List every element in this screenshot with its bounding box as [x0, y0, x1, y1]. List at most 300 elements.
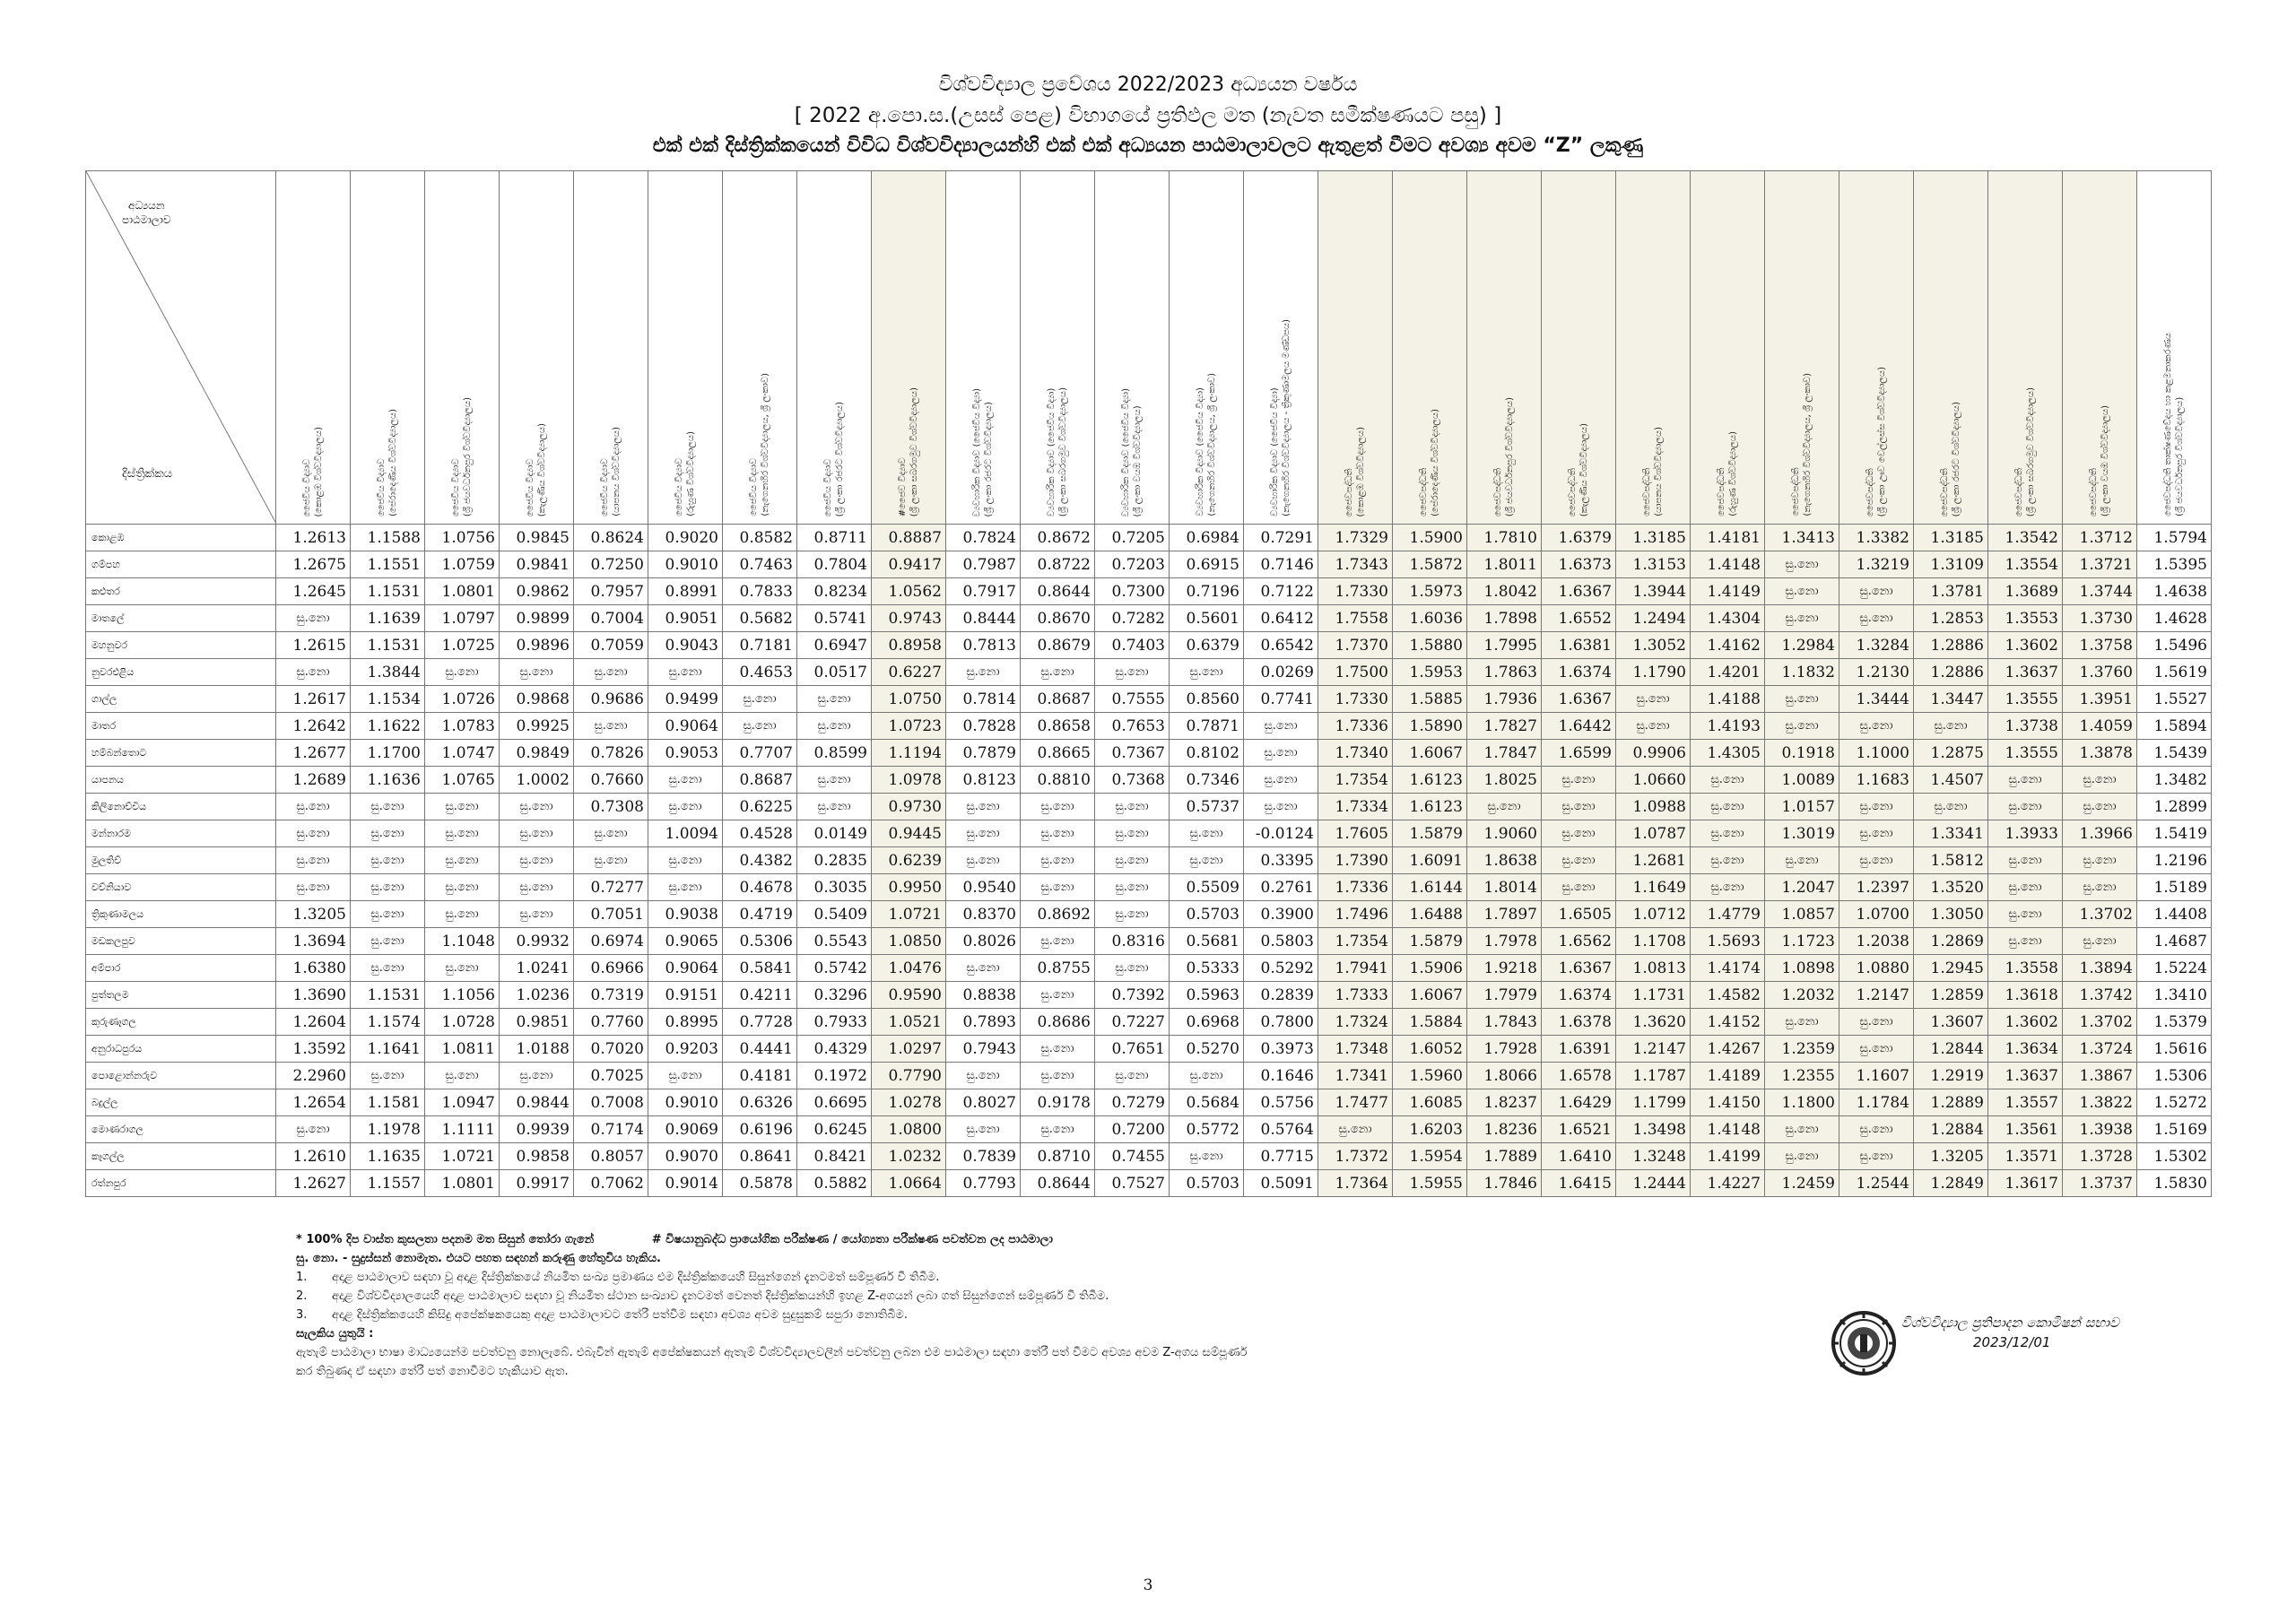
z-score-cell: සු.නො	[425, 659, 500, 686]
z-score-cell: සු.නො	[2063, 928, 2137, 955]
z-score-cell: සු.නො	[1765, 1116, 1839, 1143]
z-score-cell: සු.නො	[2063, 874, 2137, 901]
z-score-cell: 0.5682	[723, 605, 797, 632]
column-header-label: ව්‍යවහාරික විද්‍යාව (ජෛවීය විද්‍යා) (නැගෙනහිර විශ්වවිද්‍යාලය - ත්‍රිකුණාමලය මණ්ඩපය)	[1270, 319, 1292, 516]
z-score-cell: 1.0700	[1839, 901, 1914, 928]
district-name: කිලිනොච්චිය	[86, 794, 276, 820]
district-name: අනුරාධපුරය	[86, 1036, 276, 1063]
z-score-cell: 1.2919	[1914, 1063, 1988, 1089]
z-score-cell: 1.2147	[1839, 982, 1914, 1009]
title-line-2: [ 2022 අ.පො.ස.(උසස් පෙළ) විභාගයේ ප්‍රතිඵල මත (නැවත සමීක්ෂණයට පසු) ]	[794, 104, 1502, 127]
z-score-cell: 0.7660	[574, 767, 648, 794]
table-row	[86, 1116, 2212, 1143]
z-score-cell: 1.3966	[2063, 820, 2137, 847]
z-score-cell: 0.8582	[723, 525, 797, 551]
z-score-cell: 0.5509	[1170, 874, 1244, 901]
z-score-cell: සු.නො	[946, 1063, 1021, 1089]
z-score-cell: 1.1574	[351, 1009, 425, 1036]
z-score-cell: සු.නො	[351, 794, 425, 820]
z-score-cell: 1.3702	[2063, 901, 2137, 928]
z-score-cell: 1.0759	[425, 551, 500, 578]
z-score-cell: 0.9540	[946, 874, 1021, 901]
z-score-cell: 0.8123	[946, 767, 1021, 794]
z-score-cell: සු.නො	[648, 874, 723, 901]
z-score-cell: 0.7651	[1095, 1036, 1170, 1063]
column-header-label: ව්‍යවහාරික විද්‍යාව (ජෛවීය විද්‍යා) (නැගෙනහිර විශ්වවිද්‍යාලය, ශ්‍රී ලංකාව)	[1196, 373, 1217, 516]
z-score-cell: සු.නො	[1170, 659, 1244, 686]
column-header	[500, 171, 574, 525]
z-score-cell: 0.7250	[574, 551, 648, 578]
z-score-cell: 1.3205	[276, 901, 351, 928]
z-score-cell: සු.නො	[1691, 874, 1765, 901]
z-score-cell: 1.3933	[1988, 820, 2063, 847]
district-name: මහනුවර	[86, 632, 276, 659]
z-score-cell: 0.7346	[1170, 767, 1244, 794]
z-score-cell: 1.0232	[872, 1143, 946, 1170]
z-score-cell: සු.නො	[1021, 928, 1095, 955]
column-header	[1914, 171, 1988, 525]
z-score-cell: 0.9925	[500, 713, 574, 740]
z-score-cell: 1.0726	[425, 686, 500, 713]
z-score-cell: 1.3728	[2063, 1143, 2137, 1170]
z-score-cell: 1.2645	[276, 578, 351, 605]
z-score-cell: සු.නො	[1691, 794, 1765, 820]
z-score-cell: 1.4687	[2137, 928, 2212, 955]
z-score-cell: සු.නො	[797, 767, 872, 794]
z-score-cell: 1.3602	[1988, 1009, 2063, 1036]
z-score-cell: 0.8444	[946, 605, 1021, 632]
z-score-cell: 1.2544	[1839, 1170, 1914, 1197]
z-score-cell: සු.නො	[425, 955, 500, 982]
z-score-cell: 0.5772	[1170, 1116, 1244, 1143]
z-score-cell: සු.නො	[2063, 767, 2137, 794]
z-score-cell: 1.6367	[1542, 955, 1616, 982]
z-score-cell: සු.නො	[1244, 767, 1318, 794]
z-score-cell: 1.0094	[648, 820, 723, 847]
z-score-cell: සු.නො	[1914, 713, 1988, 740]
z-score-cell: 0.4719	[723, 901, 797, 928]
z-score-cell: 1.0721	[872, 901, 946, 928]
z-score-cell: 0.8026	[946, 928, 1021, 955]
z-score-cell: 0.8687	[723, 767, 797, 794]
z-score-cell: 1.3944	[1616, 578, 1691, 605]
z-score-cell: 0.5333	[1170, 955, 1244, 982]
z-score-cell: 0.7707	[723, 740, 797, 767]
z-score-cell: 0.0149	[797, 820, 872, 847]
z-score-cell: 0.6966	[574, 955, 648, 982]
z-score-cell: 0.7200	[1095, 1116, 1170, 1143]
z-score-cell: 1.4152	[1691, 1009, 1765, 1036]
page-number: 3	[1143, 1576, 1153, 1594]
z-score-cell: 0.9917	[500, 1170, 574, 1197]
column-header	[872, 171, 946, 525]
z-score-cell: සු.නො	[1839, 1009, 1914, 1036]
z-score-cell: 1.6415	[1542, 1170, 1616, 1197]
table-row	[86, 901, 2212, 928]
z-score-cell: 1.2886	[1914, 659, 1988, 686]
z-score-cell: 1.6381	[1542, 632, 1616, 659]
z-score-cell: 1.3498	[1616, 1116, 1691, 1143]
z-score-cell: 1.7889	[1467, 1143, 1542, 1170]
table-row	[86, 874, 2212, 901]
z-score-cell: 0.8421	[797, 1143, 872, 1170]
column-header	[1095, 171, 1170, 525]
z-score-cell: 0.9858	[500, 1143, 574, 1170]
z-score-cell: 0.7368	[1095, 767, 1170, 794]
z-score-cell: 1.3844	[351, 659, 425, 686]
z-score-cell: 1.2675	[276, 551, 351, 578]
z-score-cell: 1.0787	[1616, 820, 1691, 847]
z-score-cell: 0.8057	[574, 1143, 648, 1170]
column-header	[1318, 171, 1393, 525]
z-score-cell: 0.7300	[1095, 578, 1170, 605]
column-header-label: ජෛවපද්ධති (ශ්‍රී ලංකා වයඹ විශ්වවිද්‍යාලය)	[2089, 404, 2110, 516]
z-score-cell: 1.0236	[500, 982, 574, 1009]
z-score-cell: 1.3520	[1914, 874, 1988, 901]
z-score-cell: 0.7062	[574, 1170, 648, 1197]
table-row	[86, 740, 2212, 767]
z-score-cell: 1.7370	[1318, 632, 1393, 659]
z-score-cell: 1.1607	[1839, 1063, 1914, 1089]
z-score-cell: 0.9499	[648, 686, 723, 713]
z-score-cell: 1.5794	[2137, 525, 2212, 551]
z-score-cell: 0.6974	[574, 928, 648, 955]
z-score-cell: 1.3219	[1839, 551, 1914, 578]
z-score-cell: 1.1683	[1839, 767, 1914, 794]
z-score-cell: 0.8958	[872, 632, 946, 659]
z-score-cell: සු.නො	[946, 1116, 1021, 1143]
z-score-cell: 0.7793	[946, 1170, 1021, 1197]
z-score-cell: සු.නො	[2063, 794, 2137, 820]
z-score-cell: 0.7943	[946, 1036, 1021, 1063]
z-score-cell: 1.0521	[872, 1009, 946, 1036]
z-score-cell: 0.6379	[1170, 632, 1244, 659]
z-score-cell: සු.නො	[797, 713, 872, 740]
table-header-row	[86, 171, 2212, 525]
district-name: ත්‍රිකුණාමලය	[86, 901, 276, 928]
z-score-cell: 1.6123	[1393, 767, 1467, 794]
z-score-cell: 1.2047	[1765, 874, 1839, 901]
column-header	[1616, 171, 1691, 525]
z-score-cell: 1.7364	[1318, 1170, 1393, 1197]
z-score-cell: 2.2960	[276, 1063, 351, 1089]
z-score-cell: 1.1531	[351, 982, 425, 1009]
z-score-cell: සු.නො	[425, 901, 500, 928]
z-score-cell: 1.3781	[1914, 578, 1988, 605]
z-score-cell: 0.3900	[1244, 901, 1318, 928]
z-score-cell: 0.4329	[797, 1036, 872, 1063]
z-score-cell: 0.5764	[1244, 1116, 1318, 1143]
z-score-cell: 1.3413	[1765, 525, 1839, 551]
z-score-cell: 1.3951	[2063, 686, 2137, 713]
z-score-cell: 0.9906	[1616, 740, 1691, 767]
z-score-cell: සු.නො	[1244, 740, 1318, 767]
z-score-cell: සු.නො	[1095, 901, 1170, 928]
z-score-cell: 1.3694	[276, 928, 351, 955]
z-score-cell: 0.8658	[1021, 713, 1095, 740]
z-score-cell: 1.4638	[2137, 578, 2212, 605]
z-score-cell: සු.නො	[1095, 1063, 1170, 1089]
z-score-cell: 0.6984	[1170, 525, 1244, 551]
z-score-cell: සු.නො	[1988, 794, 2063, 820]
z-score-cell: 1.2494	[1616, 605, 1691, 632]
z-score-cell: 1.6374	[1542, 659, 1616, 686]
z-score-cell: 0.3035	[797, 874, 872, 901]
z-score-cell: 1.5879	[1393, 820, 1467, 847]
z-score-cell: 0.7814	[946, 686, 1021, 713]
z-score-cell: 1.0783	[425, 713, 500, 740]
z-score-cell: සු.නො	[1095, 955, 1170, 982]
z-score-cell: 1.7354	[1318, 928, 1393, 955]
z-score-cell: සු.නො	[648, 659, 723, 686]
z-score-cell: 0.7555	[1095, 686, 1170, 713]
z-score-cell: 0.8102	[1170, 740, 1244, 767]
z-score-cell: 0.5882	[797, 1170, 872, 1197]
z-score-cell: 1.3689	[1988, 578, 2063, 605]
table-row	[86, 1036, 2212, 1063]
z-score-cell: 1.5900	[1393, 525, 1467, 551]
column-header-label: ජෛවපද්ධති තාක්ෂණවේදය හා කළමනාකරණය (ශ්‍රී ජයවර්ධනපුර විශ්වවිද්‍යාලය)	[2163, 333, 2185, 516]
z-score-cell: 1.2147	[1616, 1036, 1691, 1063]
z-score-cell: සු.නො	[1095, 874, 1170, 901]
z-score-cell: සු.නො	[1021, 820, 1095, 847]
z-score-cell: 1.0813	[1616, 955, 1691, 982]
z-score-cell: 1.3702	[2063, 1009, 2137, 1036]
z-score-cell: 1.2359	[1765, 1036, 1839, 1063]
z-score-cell: 1.0756	[425, 525, 500, 551]
course-axis-label: අධ්‍යයන පාඨමාලාව	[122, 199, 171, 226]
z-score-cell: 1.2859	[1914, 982, 1988, 1009]
z-score-cell: 0.5737	[1170, 794, 1244, 820]
z-score-cell: සු.නො	[1021, 794, 1095, 820]
z-score-cell: සු.නො	[276, 659, 351, 686]
z-score-cell: 1.7324	[1318, 1009, 1393, 1036]
z-score-cell: සු.නො	[946, 820, 1021, 847]
z-score-cell: 0.9038	[648, 901, 723, 928]
z-score-cell: 0.9844	[500, 1089, 574, 1116]
column-header-label: ජෛවපද්ධති (කොළඹ විශ්වවිද්‍යාලය)	[1344, 426, 1366, 516]
z-score-cell: 0.9014	[648, 1170, 723, 1197]
z-score-cell: 1.7340	[1318, 740, 1393, 767]
z-score-cell: 0.9686	[574, 686, 648, 713]
z-score-cell: 1.6052	[1393, 1036, 1467, 1063]
z-score-cell: 1.5379	[2137, 1009, 2212, 1036]
district-name: ගම්පහ	[86, 551, 276, 578]
z-score-cell: සු.නො	[1021, 1063, 1095, 1089]
z-score-cell: 1.2945	[1914, 955, 1988, 982]
z-score-cell: 1.1731	[1616, 982, 1691, 1009]
z-score-cell: සු.නො	[425, 847, 500, 874]
z-score-cell: 0.4211	[723, 982, 797, 1009]
z-score-cell: 0.7203	[1095, 551, 1170, 578]
z-score-cell: 1.0562	[872, 578, 946, 605]
z-score-cell: 0.4653	[723, 659, 797, 686]
z-score-cell: 0.9069	[648, 1116, 723, 1143]
z-score-cell: 0.5409	[797, 901, 872, 928]
z-score-cell: 1.0765	[425, 767, 500, 794]
z-score-cell: 1.3742	[2063, 982, 2137, 1009]
z-score-cell: 1.2355	[1765, 1063, 1839, 1089]
z-score-cell: 0.6412	[1244, 605, 1318, 632]
corner-cell	[86, 171, 276, 525]
z-score-cell: 1.1551	[351, 551, 425, 578]
z-score-cell: 0.2835	[797, 847, 872, 874]
column-header-label: ජෛවපද්ධති (කැලණිය විශ්වවිද්‍යාලය)	[1568, 422, 1589, 516]
z-score-cell: 0.1918	[1765, 740, 1839, 767]
z-score-cell: සු.නො	[1095, 794, 1170, 820]
z-score-cell: 1.5496	[2137, 632, 2212, 659]
z-score-cell: 1.5906	[1393, 955, 1467, 982]
z-score-cell: 1.2984	[1765, 632, 1839, 659]
column-header-label: ජෛවීය විද්‍යාව (ශ්‍රී ලංකා රජරට විශ්වවිද්‍යාලය)	[823, 401, 845, 516]
column-header	[1988, 171, 2063, 525]
z-score-cell: සු.නො	[1839, 794, 1914, 820]
z-score-cell: 1.0898	[1765, 955, 1839, 982]
z-score-cell: 0.7020	[574, 1036, 648, 1063]
z-score-cell: 0.6947	[797, 632, 872, 659]
z-score-cell: 1.7500	[1318, 659, 1393, 686]
z-score-cell: සු.නො	[1765, 605, 1839, 632]
z-score-cell: 0.7790	[872, 1063, 946, 1089]
table-row	[86, 928, 2212, 955]
z-score-cell: 0.5963	[1170, 982, 1244, 1009]
z-score-cell: 0.8370	[946, 901, 1021, 928]
z-score-cell: සු.නො	[946, 955, 1021, 982]
z-score-cell: සු.නො	[1244, 794, 1318, 820]
z-score-cell: 1.1111	[425, 1116, 500, 1143]
z-score-cell: 1.4193	[1691, 713, 1765, 740]
z-score-cell: 1.5395	[2137, 551, 2212, 578]
z-score-cell: 0.8887	[872, 525, 946, 551]
z-score-cell: 0.8672	[1021, 525, 1095, 551]
z-score-cell: 1.7390	[1318, 847, 1393, 874]
z-score-cell: 0.7319	[574, 982, 648, 1009]
ugc-seal-icon	[1830, 1309, 1898, 1377]
z-score-cell: 1.6379	[1542, 525, 1616, 551]
z-score-cell: 0.9849	[500, 740, 574, 767]
z-score-cell: 1.2875	[1914, 740, 1988, 767]
z-score-cell: 0.7728	[723, 1009, 797, 1036]
district-name: කළුතර	[86, 578, 276, 605]
table-row	[86, 686, 2212, 713]
z-score-cell: 1.7354	[1318, 767, 1393, 794]
z-score-cell: 0.9064	[648, 713, 723, 740]
z-score-cell: 1.3822	[2063, 1089, 2137, 1116]
z-score-cell: 0.1972	[797, 1063, 872, 1089]
z-score-cell: 1.5169	[2137, 1116, 2212, 1143]
column-header	[1765, 171, 1839, 525]
z-score-cell: 1.3410	[2137, 982, 2212, 1009]
z-score-cell: 1.2627	[276, 1170, 351, 1197]
z-score-cell: 0.8670	[1021, 605, 1095, 632]
z-score-cell: 1.0811	[425, 1036, 500, 1063]
column-header-label: ජෛවපද්ධති (යාපනය විශ්වවිද්‍යාලය)	[1642, 427, 1664, 516]
column-header-label: ජෛවීය විද්‍යාව (පේරාදෙණිය විශ්වවිද්‍යාලය)	[377, 409, 398, 516]
z-score-cell: 0.8641	[723, 1143, 797, 1170]
z-score-cell: 0.8599	[797, 740, 872, 767]
column-header-label: ජෛවීය විද්‍යාව (කොළඹ විශ්වවිද්‍යාලය)	[302, 426, 324, 516]
z-score-cell: 1.7847	[1467, 740, 1542, 767]
z-score-cell: 1.2459	[1765, 1170, 1839, 1197]
z-score-cell: 0.7279	[1095, 1089, 1170, 1116]
z-score-cell: 1.4582	[1691, 982, 1765, 1009]
z-score-cell: 1.5954	[1393, 1143, 1467, 1170]
z-score-cell: 1.5302	[2137, 1143, 2212, 1170]
z-score-cell: 1.4188	[1691, 686, 1765, 713]
z-score-cell: 1.3382	[1839, 525, 1914, 551]
z-score-cell: 0.8692	[1021, 901, 1095, 928]
z-score-cell: 0.8560	[1170, 686, 1244, 713]
z-score-cell: 1.2613	[276, 525, 351, 551]
z-score-cell: 0.7893	[946, 1009, 1021, 1036]
z-score-cell: 1.0723	[872, 713, 946, 740]
z-score-cell: 1.0725	[425, 632, 500, 659]
z-score-cell: 1.7936	[1467, 686, 1542, 713]
column-header	[276, 171, 351, 525]
table-row	[86, 1089, 2212, 1116]
z-score-cell: 1.3724	[2063, 1036, 2137, 1063]
z-score-cell: සු.නො	[1839, 820, 1914, 847]
table-row	[86, 955, 2212, 982]
notes-section	[296, 1230, 1247, 1381]
table-row	[86, 847, 2212, 874]
column-header	[797, 171, 872, 525]
district-name: අම්පාර	[86, 955, 276, 982]
z-score-cell: 0.9899	[500, 605, 574, 632]
z-score-cell: 0.7025	[574, 1063, 648, 1089]
z-score-cell: 1.3052	[1616, 632, 1691, 659]
z-score-cell: 1.3019	[1765, 820, 1839, 847]
z-score-cell: සු.නො	[648, 1063, 723, 1089]
z-score-cell: 1.3153	[1616, 551, 1691, 578]
list-item: 3. අදාළ දිස්ත්‍රික්කයෙහි කිසිදු අපේක්ෂකයෙකු අදාළ පාඨමාලාවට තේරී පත්වීම සඳහා අවශ්‍ය අවම සුදුසුකම් සපුරා නොතිබීම.	[296, 1308, 909, 1322]
z-score-cell: 0.6245	[797, 1116, 872, 1143]
table-row	[86, 551, 2212, 578]
z-score-cell: 0.9730	[872, 794, 946, 820]
district-name: මොණරාගල	[86, 1116, 276, 1143]
z-score-cell: 1.7558	[1318, 605, 1393, 632]
z-score-cell: 1.6442	[1542, 713, 1616, 740]
z-score-cell: 0.8624	[574, 525, 648, 551]
z-score-cell: 1.8066	[1467, 1063, 1542, 1089]
z-score-cell: සු.නො	[1988, 928, 2063, 955]
z-score-cell: 1.6599	[1542, 740, 1616, 767]
z-score-cell: 0.5684	[1170, 1089, 1244, 1116]
z-score-cell: 1.3867	[2063, 1063, 2137, 1089]
z-score-cell: 0.9445	[872, 820, 946, 847]
column-header	[2063, 171, 2137, 525]
z-score-cell: 1.3690	[276, 982, 351, 1009]
z-score-cell: 1.2853	[1914, 605, 1988, 632]
z-score-cell: 0.7463	[723, 551, 797, 578]
column-header	[425, 171, 500, 525]
z-score-cell: 1.0660	[1616, 767, 1691, 794]
z-score-cell: 1.0721	[425, 1143, 500, 1170]
z-score-cell: 1.1635	[351, 1143, 425, 1170]
z-score-cell: 1.7334	[1318, 794, 1393, 820]
z-score-cell: 1.2849	[1914, 1170, 1988, 1197]
z-score-cell: 1.7978	[1467, 928, 1542, 955]
z-score-cell: 1.7897	[1467, 901, 1542, 928]
z-score-cell: 1.1787	[1616, 1063, 1691, 1089]
z-score-cell: 1.2689	[276, 767, 351, 794]
z-score-cell: 0.9939	[500, 1116, 574, 1143]
district-name: මාතලේ	[86, 605, 276, 632]
z-score-cell: 1.3482	[2137, 767, 2212, 794]
z-score-cell: 1.4267	[1691, 1036, 1765, 1063]
z-score-cell: 0.5681	[1170, 928, 1244, 955]
z-score-cell: 1.5693	[1691, 928, 1765, 955]
